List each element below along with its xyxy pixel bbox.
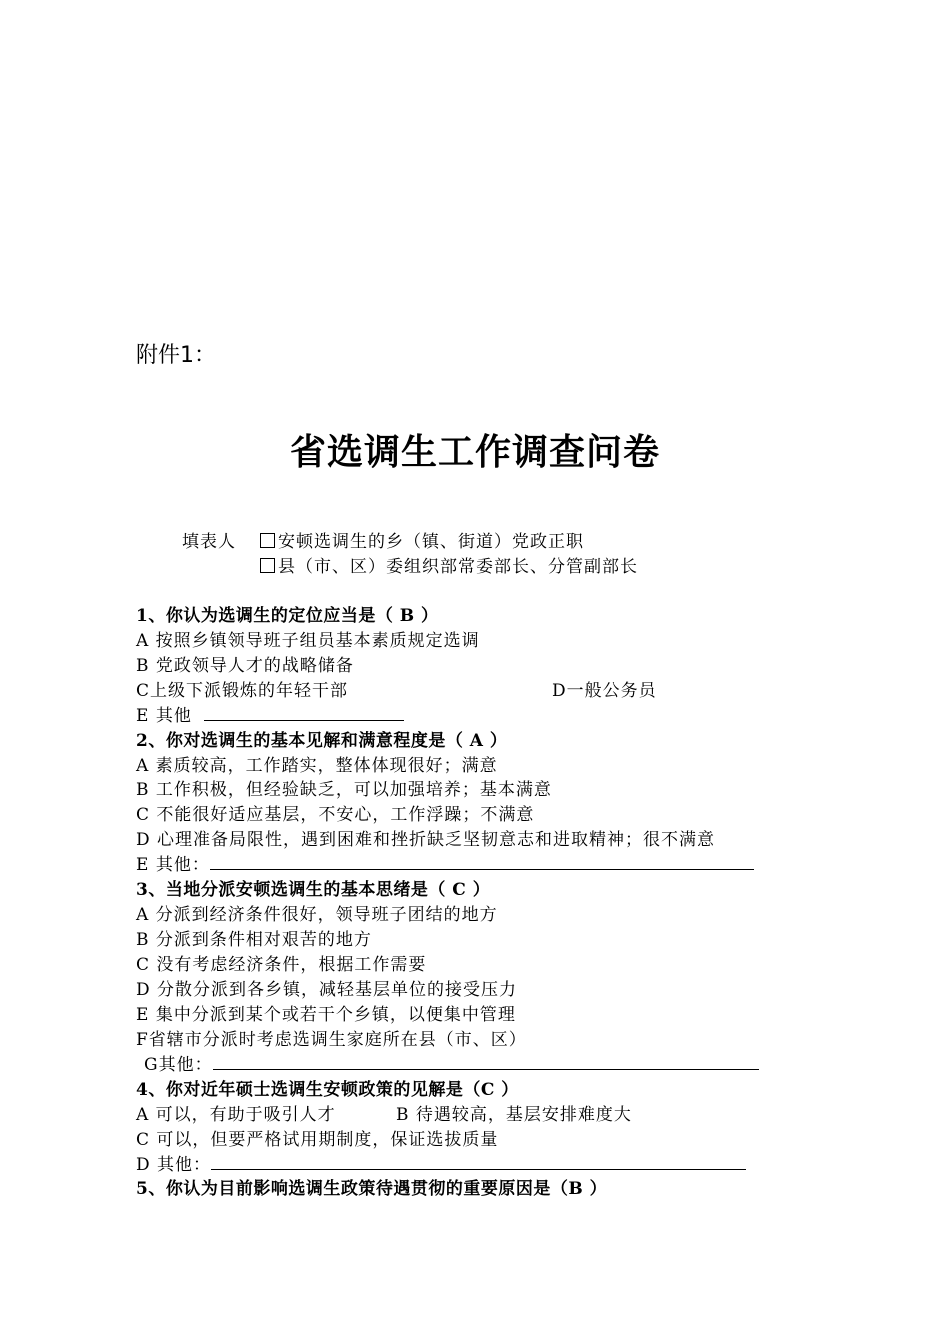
q2-option-a: A 素质较高，工作踏实，整体体现很好；满意	[136, 756, 498, 776]
question-3: 3、当地分派安顿选调生的基本思绪是（ C ）	[136, 880, 491, 900]
q4-option-c: C 可以，但要严格试用期制度，保证选拔质量	[136, 1130, 499, 1150]
q3-option-b: B 分派到条件相对艰苦的地方	[136, 930, 372, 950]
filler-label: 填表人	[182, 532, 236, 552]
q3-option-e: E 集中分派到某个或若干个乡镇，以便集中管理	[136, 1005, 516, 1025]
filler-option-1	[260, 527, 584, 552]
q1-option-e-label: E 其他	[136, 706, 192, 726]
q1-option-e	[136, 701, 404, 726]
q3-option-d: D 分散分派到各乡镇，减轻基层单位的接受压力	[136, 980, 518, 1000]
q4-option-a: A 可以，有助于吸引人才	[136, 1105, 336, 1125]
q3-option-g-label: G其他：	[144, 1055, 213, 1075]
question-2: 2、你对选调生的基本见解和满意程度是（ A ）	[136, 731, 508, 751]
page-title: 省选调生工作调查问卷	[289, 431, 660, 473]
question-4: 4、你对近年硕士选调生安顿政策的见解是（C ）	[136, 1080, 519, 1100]
q2-other-blank[interactable]	[210, 853, 754, 870]
filler-option-2	[260, 552, 638, 577]
checkbox-icon[interactable]	[260, 533, 275, 548]
question-5: 5、你认为目前影响选调生政策待遇贯彻的重要原因是（B ）	[136, 1179, 608, 1199]
q2-option-e	[136, 850, 754, 875]
filler-option-2-label: 县（市、区）委组织部常委部长、分管副部长	[278, 557, 638, 577]
q4-option-b: B 待遇较高，基层安排难度大	[396, 1105, 632, 1125]
q4-option-d-label: D 其他：	[136, 1155, 212, 1175]
q4-other-blank[interactable]	[211, 1153, 746, 1170]
q1-option-a: A 按照乡镇领导班子组员基本素质规定选调	[136, 631, 480, 651]
filler-option-1-label: 安顿选调生的乡（镇、街道）党政正职	[278, 532, 584, 552]
q1-option-b: B 党政领导人才的战略储备	[136, 656, 354, 676]
q2-option-c: C 不能很好适应基层，不安心，工作浮躁；不满意	[136, 805, 535, 825]
checkbox-icon[interactable]	[260, 558, 275, 573]
q2-option-b: B 工作积极，但经验缺乏，可以加强培养；基本满意	[136, 780, 552, 800]
q1-option-c: C上级下派锻炼的年轻干部	[136, 681, 349, 701]
q1-option-d: D一般公务员	[552, 681, 657, 701]
q4-option-d	[136, 1150, 746, 1175]
q1-other-blank[interactable]	[204, 704, 404, 721]
q2-option-d: D 心理准备局限性，遇到困难和挫折缺乏坚韧意志和进取精神；很不满意	[136, 830, 716, 850]
q3-option-f: F省辖市分派时考虑选调生家庭所在县（市、区）	[136, 1030, 527, 1050]
q3-option-g	[144, 1050, 759, 1075]
q3-other-blank[interactable]	[213, 1053, 759, 1070]
attachment-label: 附件1：	[136, 343, 216, 368]
q3-option-a: A 分派到经济条件很好，领导班子团结的地方	[136, 905, 498, 925]
q2-option-e-label: E 其他：	[136, 855, 210, 875]
question-1: 1、你认为选调生的定位应当是（ B ）	[136, 606, 439, 626]
q3-option-c: C 没有考虑经济条件，根据工作需要	[136, 955, 427, 975]
